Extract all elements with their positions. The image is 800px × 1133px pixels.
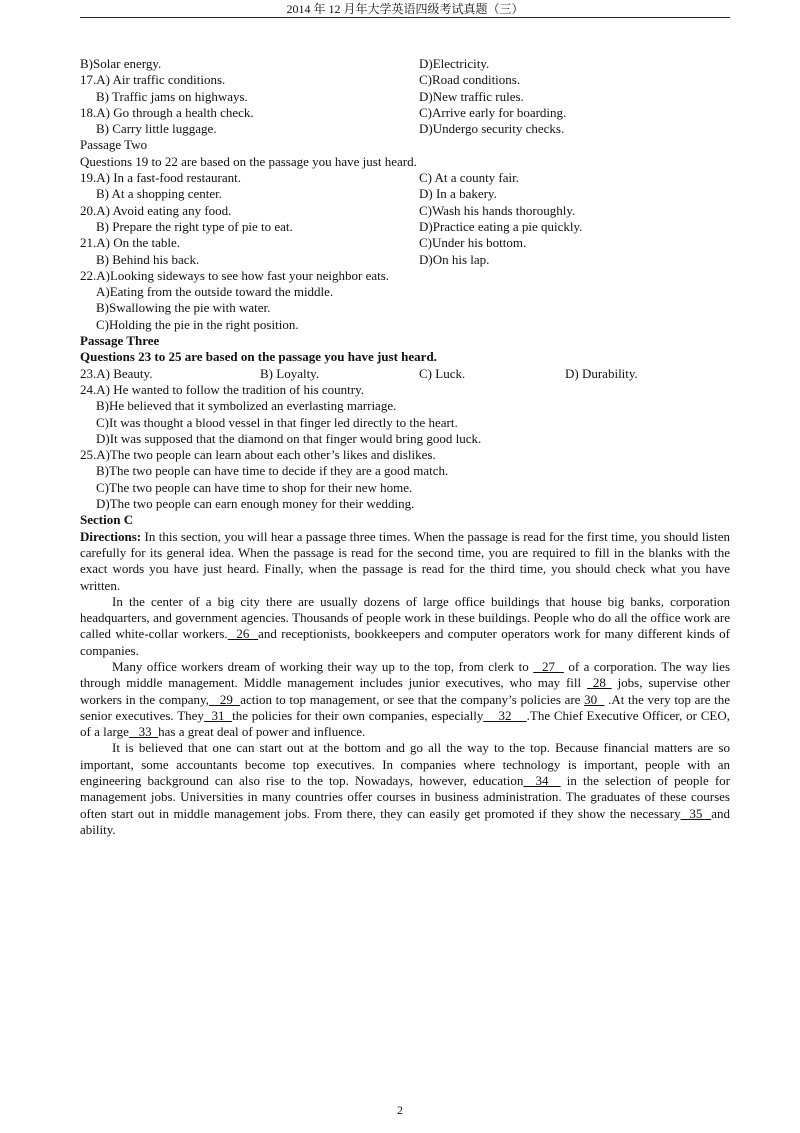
instruction-text: Questions 19 to 22 are based on the passage you have just heard. [80, 153, 417, 169]
options-block-top [80, 56, 730, 137]
paragraph-text: the policies for their own companies, especially [232, 707, 484, 723]
section-c-directions [80, 529, 730, 594]
option-left: B) Prepare the right type of pie to eat. [96, 218, 293, 234]
option-text: 23.A) Beauty. [80, 365, 153, 381]
passage-three-heading [80, 333, 730, 349]
options-block-two [80, 170, 730, 268]
paragraph-text: and receptionists, bookkeepers and computer operators work for many different kinds of companies. [80, 626, 730, 658]
option-right: C)Road conditions. [419, 72, 521, 88]
option-left: B)Solar energy. [80, 56, 162, 71]
blank-34[interactable]: 34 [523, 773, 561, 789]
question-24 [80, 382, 730, 447]
passage-three-instruction [80, 349, 730, 365]
option-row [80, 284, 730, 300]
option-text: C)Holding the pie in the right position. [96, 316, 299, 332]
option-row [80, 447, 730, 463]
option-right: D) In a bakery. [419, 186, 497, 202]
option-row [80, 89, 730, 105]
option-text: D) Durability. [565, 365, 638, 381]
header-rule [80, 17, 730, 18]
directions-label: Directions: [80, 528, 142, 544]
option-row [80, 252, 730, 268]
option-right: D)Electricity. [419, 56, 490, 71]
option-left: 21.A) On the table. [80, 235, 181, 251]
option-row [80, 463, 730, 479]
paragraph-text: in the selection of people for management jobs. Universities in many countries offer courses in business administration. The graduates of these courses often start out in middle management jobs. From there, they can easily get promoted if they show the necessary [80, 773, 731, 821]
option-row [80, 317, 730, 333]
paragraph-text: .At the very top are the senior executives. They [80, 691, 731, 723]
passage-paragraph-3 [80, 740, 730, 838]
option-left: B) Traffic jams on highways. [96, 88, 248, 104]
option-row [80, 72, 730, 88]
paragraph-text: Many office workers dream of working their way up to the top, from clerk to [112, 658, 534, 674]
option-text: A)Eating from the outside toward the middle. [96, 284, 334, 300]
option-row [80, 186, 730, 202]
blank-33[interactable]: 33 [128, 724, 159, 740]
section-c-heading [80, 512, 730, 528]
question-23 [80, 366, 730, 382]
page-footer [0, 1102, 800, 1118]
paragraph-text: action to top management, or see that the company’s policies are [240, 691, 585, 707]
option-row [80, 105, 730, 121]
paragraph-text: has a great deal of power and influence. [158, 724, 366, 740]
blank-26[interactable]: 26 [227, 626, 259, 642]
option-row [80, 203, 730, 219]
option-row [80, 170, 730, 186]
blank-31[interactable]: 31 [203, 707, 233, 723]
option-text: B)Swallowing the pie with water. [96, 300, 271, 316]
option-left: 20.A) Avoid eating any food. [80, 202, 232, 218]
passage-paragraph-1 [80, 594, 730, 659]
heading-text: Section C [80, 512, 134, 528]
option-text: 25.A)The two people can learn about each other’s likes and dislikes. [80, 447, 436, 463]
instruction-text: Questions 23 to 25 are based on the passage you have just heard. [80, 349, 437, 365]
passage-two-instruction [80, 154, 730, 170]
directions-text: In this section, you will hear a passage three times. When the passage is read for the first time, you should listen carefully for its general idea. When the passage is read for the second time, you are required to fill in the blanks with the exact words you have just heard. Finally, when the passage is read for the third time, you should check what you have written. [80, 528, 730, 593]
option-right: C) At a county fair. [419, 170, 520, 186]
option-row [80, 300, 730, 316]
blank-27[interactable]: 27 [533, 658, 564, 674]
page-number: 2 [397, 1103, 403, 1117]
passage-two-heading [80, 137, 730, 153]
option-right: D)On his lap. [419, 251, 490, 267]
option-left: 18.A) Go through a health check. [80, 104, 254, 120]
option-text: C)It was thought a blood vessel in that finger led directly to the heart. [96, 414, 458, 430]
paragraph-text: of a corporation. The way lies through middle management. Middle management includes junior executives, who may fill [80, 658, 730, 691]
heading-text: Passage Three [80, 333, 160, 349]
blank-28[interactable]: 28 [587, 675, 612, 691]
page-content [80, 56, 730, 838]
passage-paragraph-2 [80, 659, 730, 740]
option-left: B) Carry little luggage. [96, 121, 217, 137]
option-row [80, 480, 730, 496]
option-text: B)The two people can have time to decide if they are a good match. [96, 463, 449, 479]
option-left: 17.A) Air traffic conditions. [80, 72, 226, 88]
option-text: C) Luck. [419, 365, 466, 381]
option-text: D)The two people can earn enough money for their wedding. [96, 496, 415, 512]
option-row [80, 268, 730, 284]
option-right: C)Under his bottom. [419, 235, 527, 251]
option-left: B) At a shopping center. [96, 186, 223, 202]
paragraph-text: It is believed that one can start out at the bottom and go all the way to the top. Because financial matters are so important, some accountants become top executives. In companies where technology is important, people with an engineering background can also rise to the top. Nowadays, however, education [80, 740, 730, 789]
option-row [80, 56, 730, 72]
blank-29[interactable]: 29 [208, 691, 241, 707]
blank-35[interactable]: 35 [680, 805, 712, 821]
option-left: B) Behind his back. [96, 251, 200, 267]
option-row [80, 415, 730, 431]
option-right: D)Practice eating a pie quickly. [419, 218, 583, 234]
page-header [80, 2, 730, 16]
option-row [80, 431, 730, 447]
option-row [80, 219, 730, 235]
option-text: B) Loyalty. [260, 365, 320, 381]
paragraph-text: In the center of a big city there are usually dozens of large office buildings that house big banks, corporation headquarters, and government agencies. Thousands of people work in these buildings. People who do all the office work are called white-collar workers. [80, 593, 730, 642]
option-right: C)Arrive early for boarding. [419, 104, 567, 120]
question-25 [80, 447, 730, 512]
option-row [80, 235, 730, 251]
question-22 [80, 268, 730, 333]
paragraph-text: .The Chief Executive Officer, or CEO, of a large [80, 707, 730, 740]
option-right: C)Wash his hands thoroughly. [419, 202, 576, 218]
blank-32[interactable]: 32 [483, 707, 527, 723]
blank-30[interactable]: 30 [584, 691, 605, 707]
option-row [80, 398, 730, 414]
paragraph-text: jobs, supervise other workers in the company, [80, 675, 731, 707]
heading-text: Passage Two [80, 137, 148, 153]
option-text: 24.A) He wanted to follow the tradition of his country. [80, 381, 365, 397]
option-right: D)Undergo security checks. [419, 121, 565, 137]
option-text: D)It was supposed that the diamond on that finger would bring good luck. [96, 430, 482, 446]
header-title: 2014 年 12 月年大学英语四级考试真题（三） [286, 2, 524, 16]
option-text: C)The two people can have time to shop for their new home. [96, 479, 413, 495]
option-row [80, 121, 730, 137]
option-row [80, 382, 730, 398]
option-left: 19.A) In a fast-food restaurant. [80, 170, 241, 186]
option-text: 22.A)Looking sideways to see how fast your neighbor eats. [80, 267, 390, 283]
option-text: B)He believed that it symbolized an everlasting marriage. [96, 398, 397, 414]
option-right: D)New traffic rules. [419, 88, 524, 104]
option-row [80, 496, 730, 512]
paragraph-text: and ability. [80, 805, 730, 837]
